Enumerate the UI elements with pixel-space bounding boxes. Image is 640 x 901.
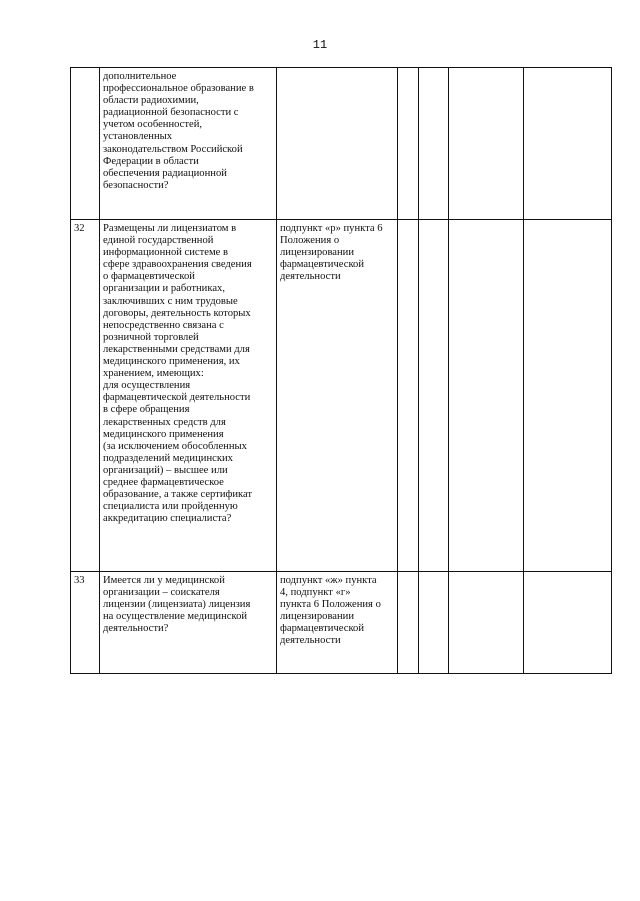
question-text-line: в сфере обращения bbox=[103, 404, 190, 416]
answer-not-applicable-cell[interactable] bbox=[449, 572, 524, 674]
legal-reference-cell bbox=[277, 572, 398, 674]
notes-cell[interactable] bbox=[524, 572, 612, 674]
reference-text-line: подпункт «ж» пункта bbox=[280, 575, 377, 586]
question-text-line: лекарственными средствами для bbox=[103, 343, 250, 355]
question-text-line: информационной системе в bbox=[103, 247, 229, 259]
legal-reference-cell bbox=[277, 220, 398, 572]
question-text-line: аккредитацию специалиста? bbox=[103, 513, 232, 525]
answer-no-cell[interactable] bbox=[419, 572, 449, 674]
answer-yes-cell[interactable] bbox=[398, 220, 419, 572]
question-text-line: лекарственных средств для bbox=[103, 416, 226, 428]
requirement-question-cell bbox=[100, 572, 277, 674]
question-text-line: непосредственно связана с bbox=[103, 319, 224, 331]
reference-text-line: деятельности bbox=[280, 271, 341, 283]
question-text-line: радиационной безопасности с bbox=[103, 107, 239, 119]
answer-yes-cell[interactable] bbox=[398, 68, 419, 220]
question-text-line: на осуществление медицинской bbox=[103, 611, 248, 623]
question-text-line: для осуществления bbox=[103, 380, 191, 392]
reference-text-line: лицензировании bbox=[280, 247, 355, 259]
row-number-cell bbox=[71, 68, 100, 220]
question-text-line: (за исключением обособленных bbox=[103, 440, 247, 452]
answer-not-applicable-cell[interactable] bbox=[449, 220, 524, 572]
reference-text-line: пункта 6 Положения о bbox=[280, 599, 381, 611]
table-row bbox=[71, 68, 612, 220]
question-text-line: Размещены ли лицензиатом в bbox=[103, 223, 237, 234]
question-text-line: Имеется ли у медицинской bbox=[103, 575, 225, 586]
page-number: 11 bbox=[312, 38, 328, 52]
table-row bbox=[71, 220, 612, 572]
row-number-cell: 33 bbox=[71, 572, 100, 674]
requirement-question-cell bbox=[100, 68, 277, 220]
question-text-line: договоры, деятельность которых bbox=[103, 307, 251, 319]
reference-text-line: Положения о bbox=[280, 235, 340, 247]
answer-yes-cell[interactable] bbox=[398, 572, 419, 674]
reference-text-line: деятельности bbox=[280, 635, 341, 647]
question-text-line: подразделений медицинских bbox=[103, 452, 233, 464]
reference-text-line: лицензировании bbox=[280, 611, 355, 623]
question-text-line: организации – соискателя bbox=[103, 587, 220, 599]
question-text-line: профессиональное образование в bbox=[103, 83, 254, 95]
question-text-line: безопасности? bbox=[103, 179, 169, 191]
question-text-line: розничной торговлей bbox=[103, 331, 199, 343]
reference-text-line: 4, подпункт «г» bbox=[280, 587, 351, 599]
question-text-line: заключивших с ним трудовые bbox=[103, 295, 238, 307]
legal-reference-cell bbox=[277, 68, 398, 220]
table-row bbox=[71, 572, 612, 674]
question-text-line: установленных bbox=[103, 131, 173, 143]
notes-cell[interactable] bbox=[524, 220, 612, 572]
question-text-line: лицензии (лицензиата) лицензия bbox=[103, 599, 251, 611]
answer-no-cell[interactable] bbox=[419, 68, 449, 220]
question-text-line: учетом особенностей, bbox=[103, 119, 203, 131]
question-text-line: специалиста или пройденную bbox=[103, 501, 238, 513]
question-text-line: хранением, имеющих: bbox=[103, 368, 204, 380]
question-text-line: дополнительное bbox=[103, 71, 177, 82]
question-text-line: законодательством Российской bbox=[103, 143, 243, 155]
question-text-line: единой государственной bbox=[103, 235, 214, 247]
reference-text-line: фармацевтической bbox=[280, 623, 365, 635]
question-text-line: медицинского применения, их bbox=[103, 356, 240, 368]
question-text-line: деятельности? bbox=[103, 623, 169, 635]
question-text-line: области радиохимии, bbox=[103, 95, 199, 107]
notes-cell[interactable] bbox=[524, 68, 612, 220]
row-number-cell: 32 bbox=[71, 220, 100, 572]
question-text-line: обеспечения радиационной bbox=[103, 167, 227, 179]
question-text-line: среднее фармацевтическое bbox=[103, 476, 224, 488]
question-text-line: медицинского применения bbox=[103, 428, 224, 440]
question-text-line: фармацевтической деятельности bbox=[103, 392, 251, 404]
question-text-line: организаций) – высшее или bbox=[103, 464, 228, 476]
question-text-line: сфере здравоохранения сведения bbox=[103, 259, 252, 271]
reference-text-line: подпункт «р» пункта 6 bbox=[280, 223, 383, 234]
requirement-question-cell bbox=[100, 220, 277, 572]
question-text-line: о фармацевтической bbox=[103, 271, 195, 283]
answer-not-applicable-cell[interactable] bbox=[449, 68, 524, 220]
table-body bbox=[71, 68, 612, 674]
question-text-line: Федерации в области bbox=[103, 155, 199, 167]
reference-text-line: фармацевтической bbox=[280, 259, 365, 271]
question-text-line: организации и работниках, bbox=[103, 283, 225, 295]
checklist-table bbox=[70, 67, 612, 674]
answer-no-cell[interactable] bbox=[419, 220, 449, 572]
question-text-line: образование, а также сертификат bbox=[103, 489, 253, 501]
